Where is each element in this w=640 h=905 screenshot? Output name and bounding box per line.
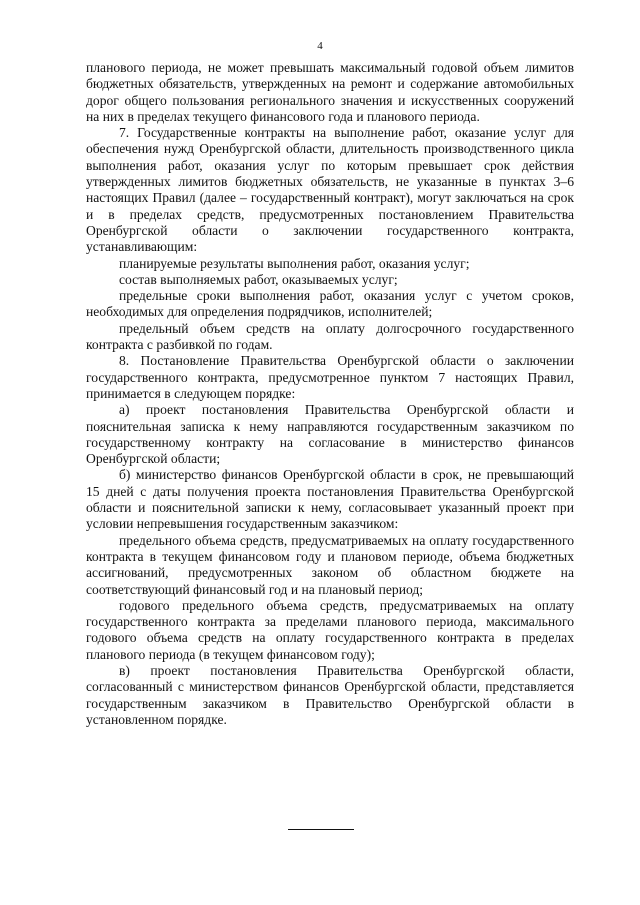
end-divider [288,829,354,830]
subclause-b: б) министерство финансов Оренбургской области в срок, не превышающий 15 дней с даты получения проекта постановления Правительства Оренбургской области и пояснительной записки к нему, согласовывает указанный проект при условии непревышения государственным заказчиком: [86,467,574,532]
list-item-works-composition: состав выполняемых работ, оказываемых услуг; [119,271,398,287]
paragraph-continuation: планового периода, не может превышать максимальный годовой объем лимитов бюджетных обязательств, утвержденных на ремонт и содержание автомобильных дорог общего пользования регионального значения и искусственных сооружений на них в пределах текущего финансового года и планового периода. [86,60,574,124]
paragraph-clause-7: 7. Государственные контракты на выполнение работ, оказание услуг для обеспечения нужд Оренбургской области, длительность производственного цикла выполнения работ, оказания услуг по которым превышает срок действия утвержденных лимитов бюджетных обязательств, не указанные в пунктах 3–6 настоящих Правил (далее – государственный контракт), могут заключаться на срок и в пределах средств, предусмотренных постановлением Правительства Оренбургской области о заключении государственного контракта, устанавливающим: [86,125,574,255]
subclause-v: в) проект постановления Правительства Оренбургской области, согласованный с министерством финансов Оренбургской области, представляется государственным заказчиком в Правительство Оренбургской области в установленном порядке. [86,662,574,727]
condition-annual-limit: годового предельного объема средств, предусматриваемых на оплату государственного контракта за пределами планового периода, максимального годового объема средств на оплату государственного контракта в пределах планового периода (в текущем финансовом году); [86,597,574,662]
list-item-funds-limit: предельный объем средств на оплату долгосрочного государственного контракта с разбивкой по годам. [86,320,574,353]
subclause-a: а) проект постановления Правительства Оренбургской области и пояснительная записка к нему направляются государственным заказчиком по государственному контракту на согласование в министерство финансов Оренбургской области; [86,402,574,467]
list-item-planned-results: планируемые результаты выполнения работ, оказания услуг; [119,255,470,271]
page-number: 4 [317,40,323,52]
paragraph-clause-8: 8. Постановление Правительства Оренбургской области о заключении государственного контракта, предусмотренное пунктом 7 настоящих Правил, принимается в следующем порядке: [86,353,574,401]
list-item-deadlines: предельные сроки выполнения работ, оказания услуг с учетом сроков, необходимых для определения подрядчиков, исполнителей; [86,288,574,320]
condition-limit-funds: предельного объема средств, предусматриваемых на оплату государственного контракта в текущем финансовом году и плановом периоде, объема бюджетных ассигнований, предусмотренных законом об областном бюджете на соответствующий финансовый год и на плановый период; [86,532,574,597]
document-body [86,60,574,728]
